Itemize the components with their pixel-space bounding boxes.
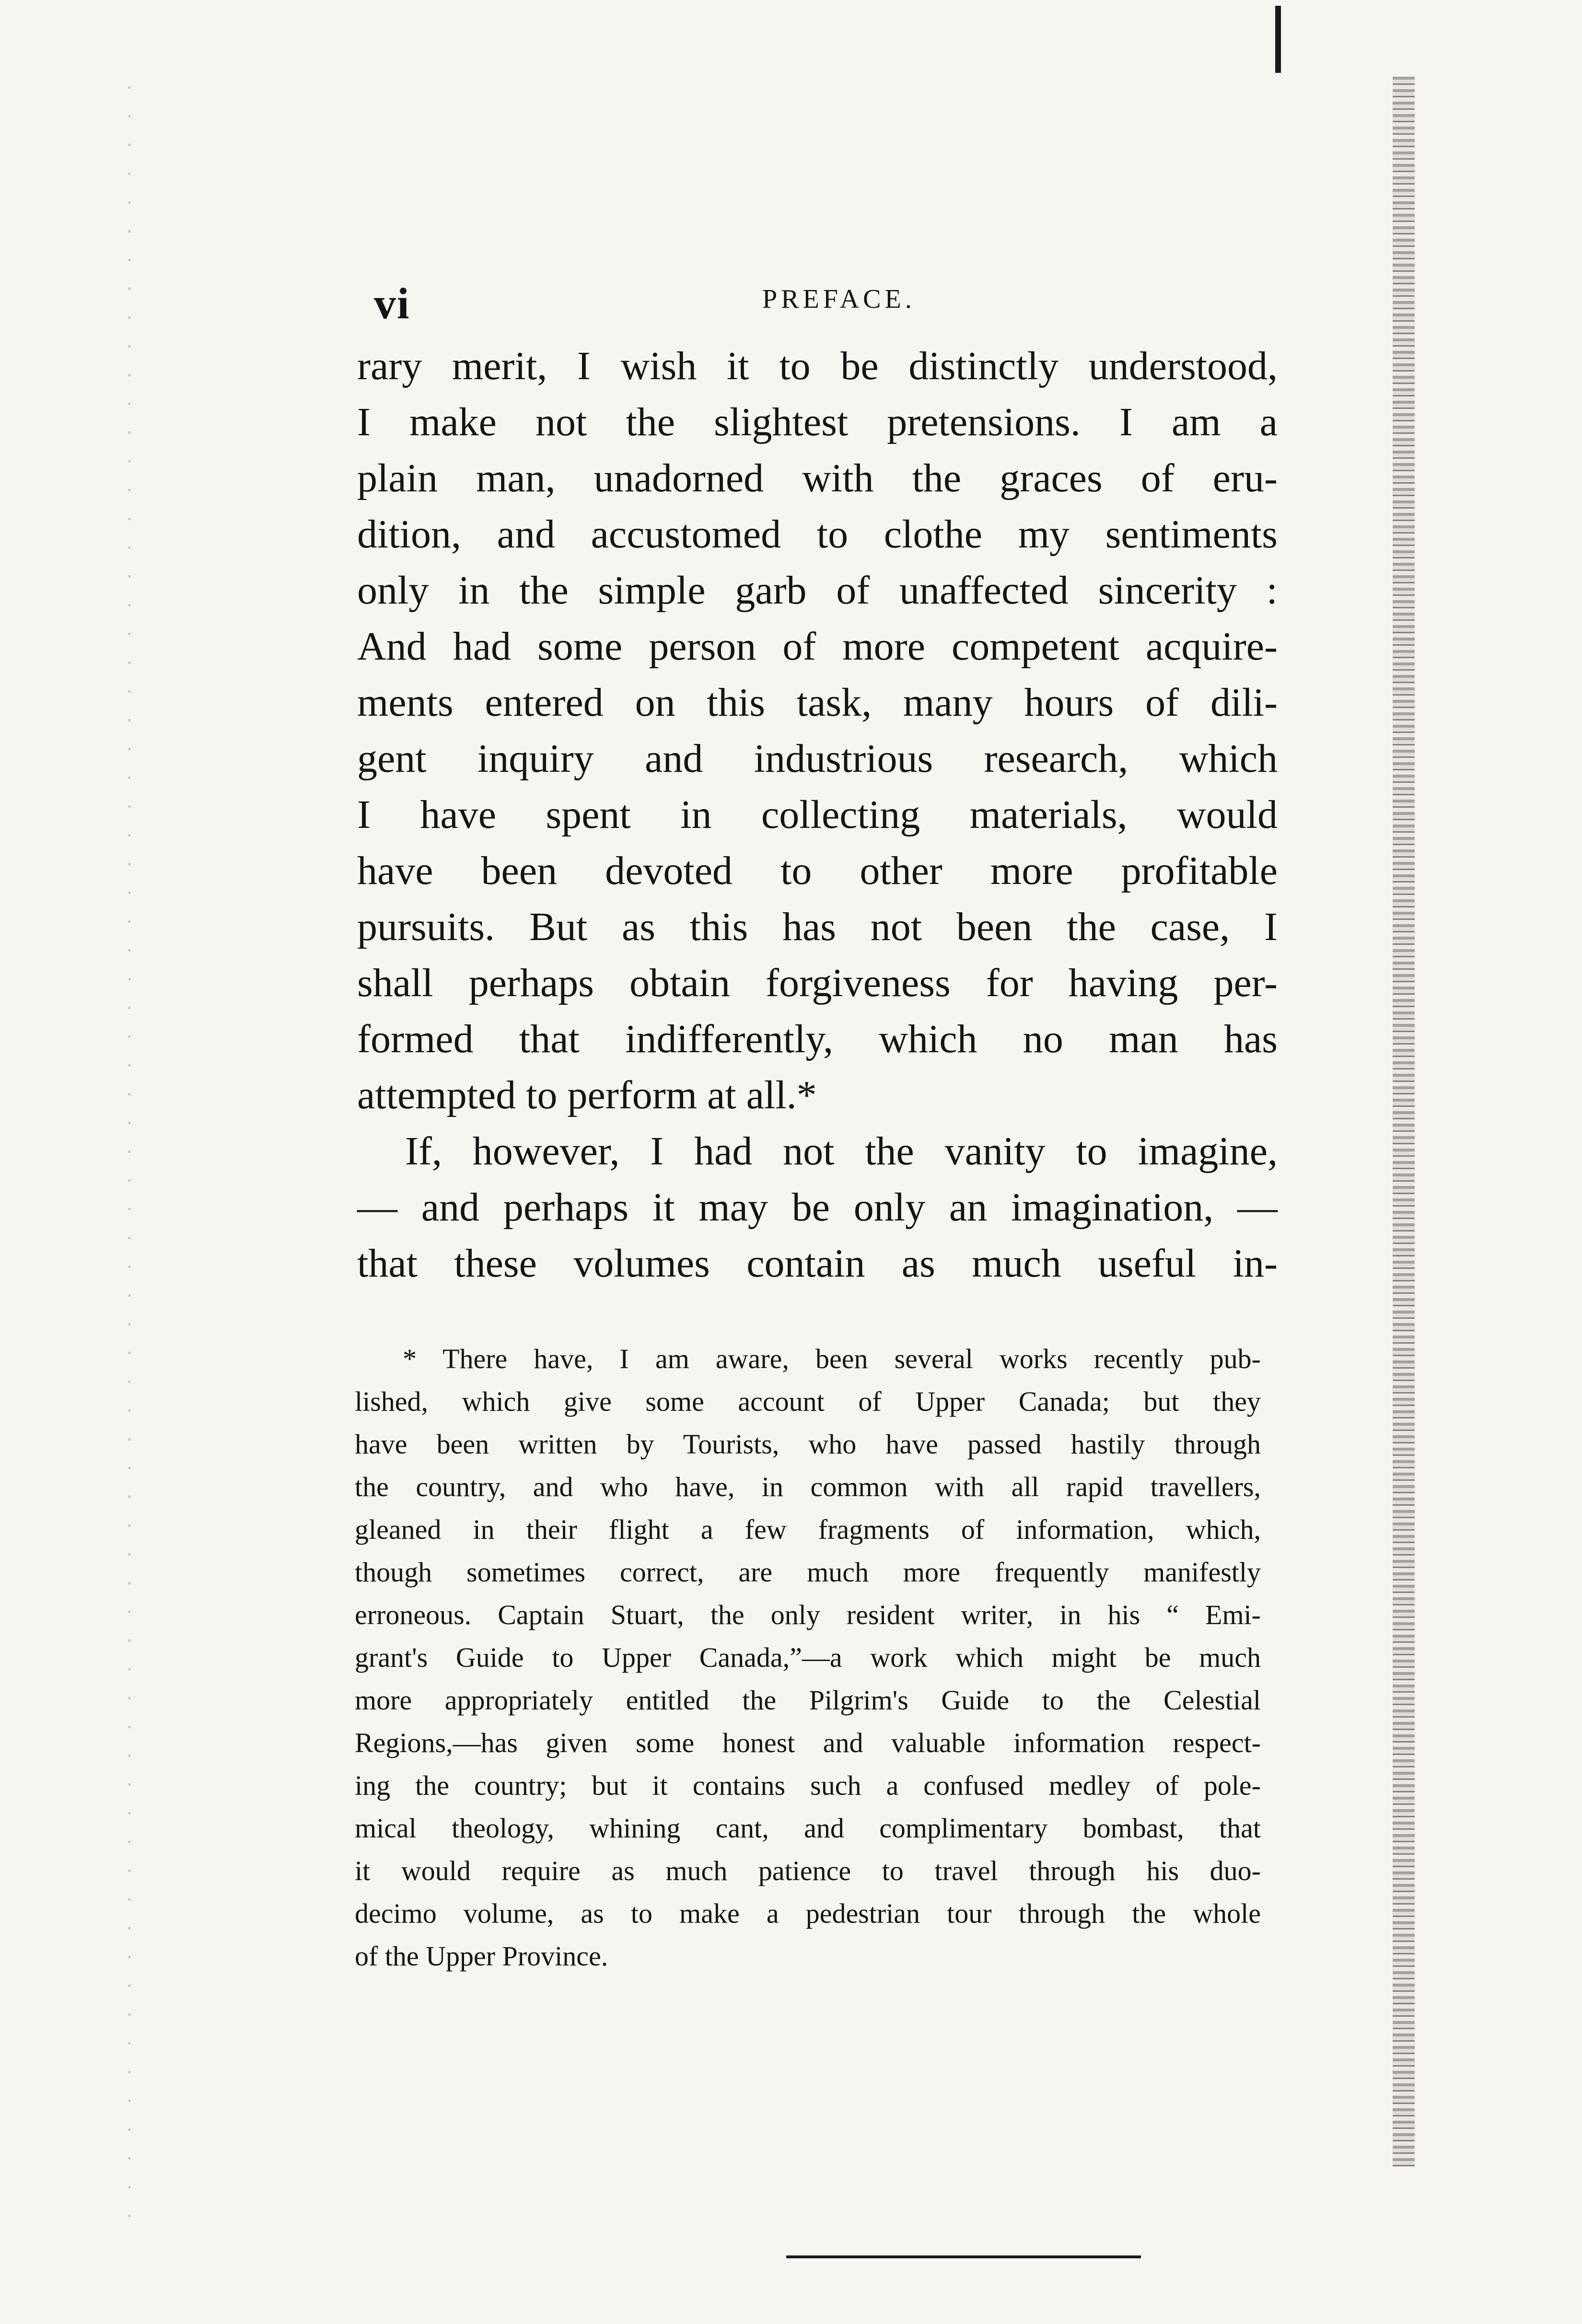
body-line: dition, and accustomed to clothe my sentiments xyxy=(357,512,1278,557)
body-line: rary merit, I wish it to be distinctly understood, xyxy=(357,344,1278,388)
body-line: shall perhaps obtain forgiveness for having per- xyxy=(357,961,1278,1005)
running-head: PREFACE. xyxy=(762,284,916,314)
footnote-line: have been written by Tourists, who have passed hastily through xyxy=(355,1429,1261,1460)
body-line: formed that indifferently, which no man has xyxy=(357,1017,1278,1061)
body-line: attempted to perform at all.* xyxy=(357,1073,817,1117)
body-line: — and perhaps it may be only an imagination, — xyxy=(357,1185,1278,1230)
bottom-rule xyxy=(786,2255,1141,2258)
footnote-line: gleaned in their flight a few fragments of information, which, xyxy=(355,1514,1261,1545)
edge-rule-mark xyxy=(1275,6,1281,73)
footnote-line: erroneous. Captain Stuart, the only resident writer, in his “ Emi- xyxy=(355,1599,1261,1630)
page-number: vi xyxy=(374,279,410,328)
footnote-line: it would require as much patience to travel through his duo- xyxy=(355,1855,1261,1886)
body-line: gent inquiry and industrious research, which xyxy=(357,736,1278,781)
footnote-line: the country, and who have, in common with all rapid travellers, xyxy=(355,1471,1261,1502)
body-line: only in the simple garb of unaffected sincerity : xyxy=(357,568,1278,613)
body-text xyxy=(357,338,1278,1291)
footnote-line: lished, which give some account of Upper Canada; but they xyxy=(355,1386,1261,1417)
body-line: that these volumes contain as much useful in- xyxy=(357,1241,1278,1286)
body-line: I make not the slightest pretensions. I am a xyxy=(357,400,1278,444)
body-line: plain man, unadorned with the graces of eru- xyxy=(357,456,1278,500)
margin-specks xyxy=(128,86,130,2243)
footnote-line: mical theology, whining cant, and complimentary bombast, that xyxy=(355,1813,1261,1844)
body-line: ments entered on this task, many hours of dili- xyxy=(357,680,1278,725)
footnote-line: of the Upper Province. xyxy=(355,1941,608,1972)
binding-edge xyxy=(1393,77,1415,2167)
body-line: have been devoted to other more profitable xyxy=(357,848,1278,893)
footnote-line: decimo volume, as to make a pedestrian tour through the whole xyxy=(355,1898,1261,1929)
footnote-line: * There have, I am aware, been several works recently pub- xyxy=(403,1343,1261,1374)
footnote-line: grant's Guide to Upper Canada,”—a work which might be much xyxy=(355,1642,1261,1673)
body-line: If, however, I had not the vanity to imagine, xyxy=(405,1129,1278,1174)
footnote-line: Regions,—has given some honest and valuable information respect- xyxy=(355,1727,1261,1758)
body-line: pursuits. But as this has not been the case, I xyxy=(357,905,1278,949)
body-line: And had some person of more competent acquire- xyxy=(357,624,1278,669)
footnote-line: though sometimes correct, are much more frequently manifestly xyxy=(355,1557,1261,1588)
footnote xyxy=(355,1337,1261,1977)
footnote-line: ing the country; but it contains such a confused medley of pole- xyxy=(355,1770,1261,1801)
footnote-line: more appropriately entitled the Pilgrim's Guide to the Celestial xyxy=(355,1685,1261,1716)
body-line: I have spent in collecting materials, would xyxy=(357,792,1278,837)
